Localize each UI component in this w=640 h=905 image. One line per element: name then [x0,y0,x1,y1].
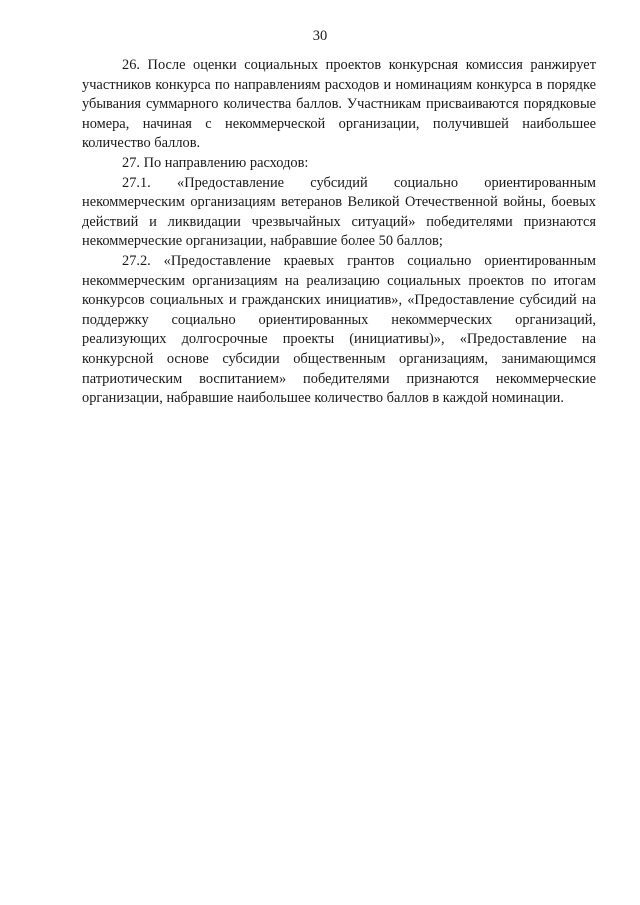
paragraph-26: 26. После оценки социальных проектов конкурсная комиссия ранжирует участников конкурса по направлениям расходов и номинациям конкурса в порядке убывания суммарного количества баллов. Участникам присваиваются порядковые номера, начиная с некоммерческой организации, получившей наибольшее количество баллов. [82,57,596,152]
paragraph-27: 27. По направлению расходов: [122,154,309,171]
document-body [82,56,596,409]
paragraph-27-2: 27.2. «Предоставление краевых грантов социально ориентированным некоммерческим организациям на реализацию социальных проектов по итогам конкурсов социальных и гражданских инициатив», «Предоставление субсидий на поддержку социально ориентированных некоммерческих организаций, реализующих долгосрочные проекты (инициативы)», «Предоставление на конкурсной основе субсидии общественным организациям, занимающимся патриотическим воспитанием» победителями признаются некоммерческие организации, набравшие наибольшее количество баллов в каждой номинации. [82,252,596,407]
paragraph-27-1: 27.1. «Предоставление субсидий социально ориентированным некоммерческим организациям ветеранов Великой Отечественной войны, боевых действий и ликвидации чрезвычайных ситуаций» победителями признаются некоммерческие организации, набравшие более 50 баллов; [82,174,596,250]
page-number: 30 [312,28,328,44]
